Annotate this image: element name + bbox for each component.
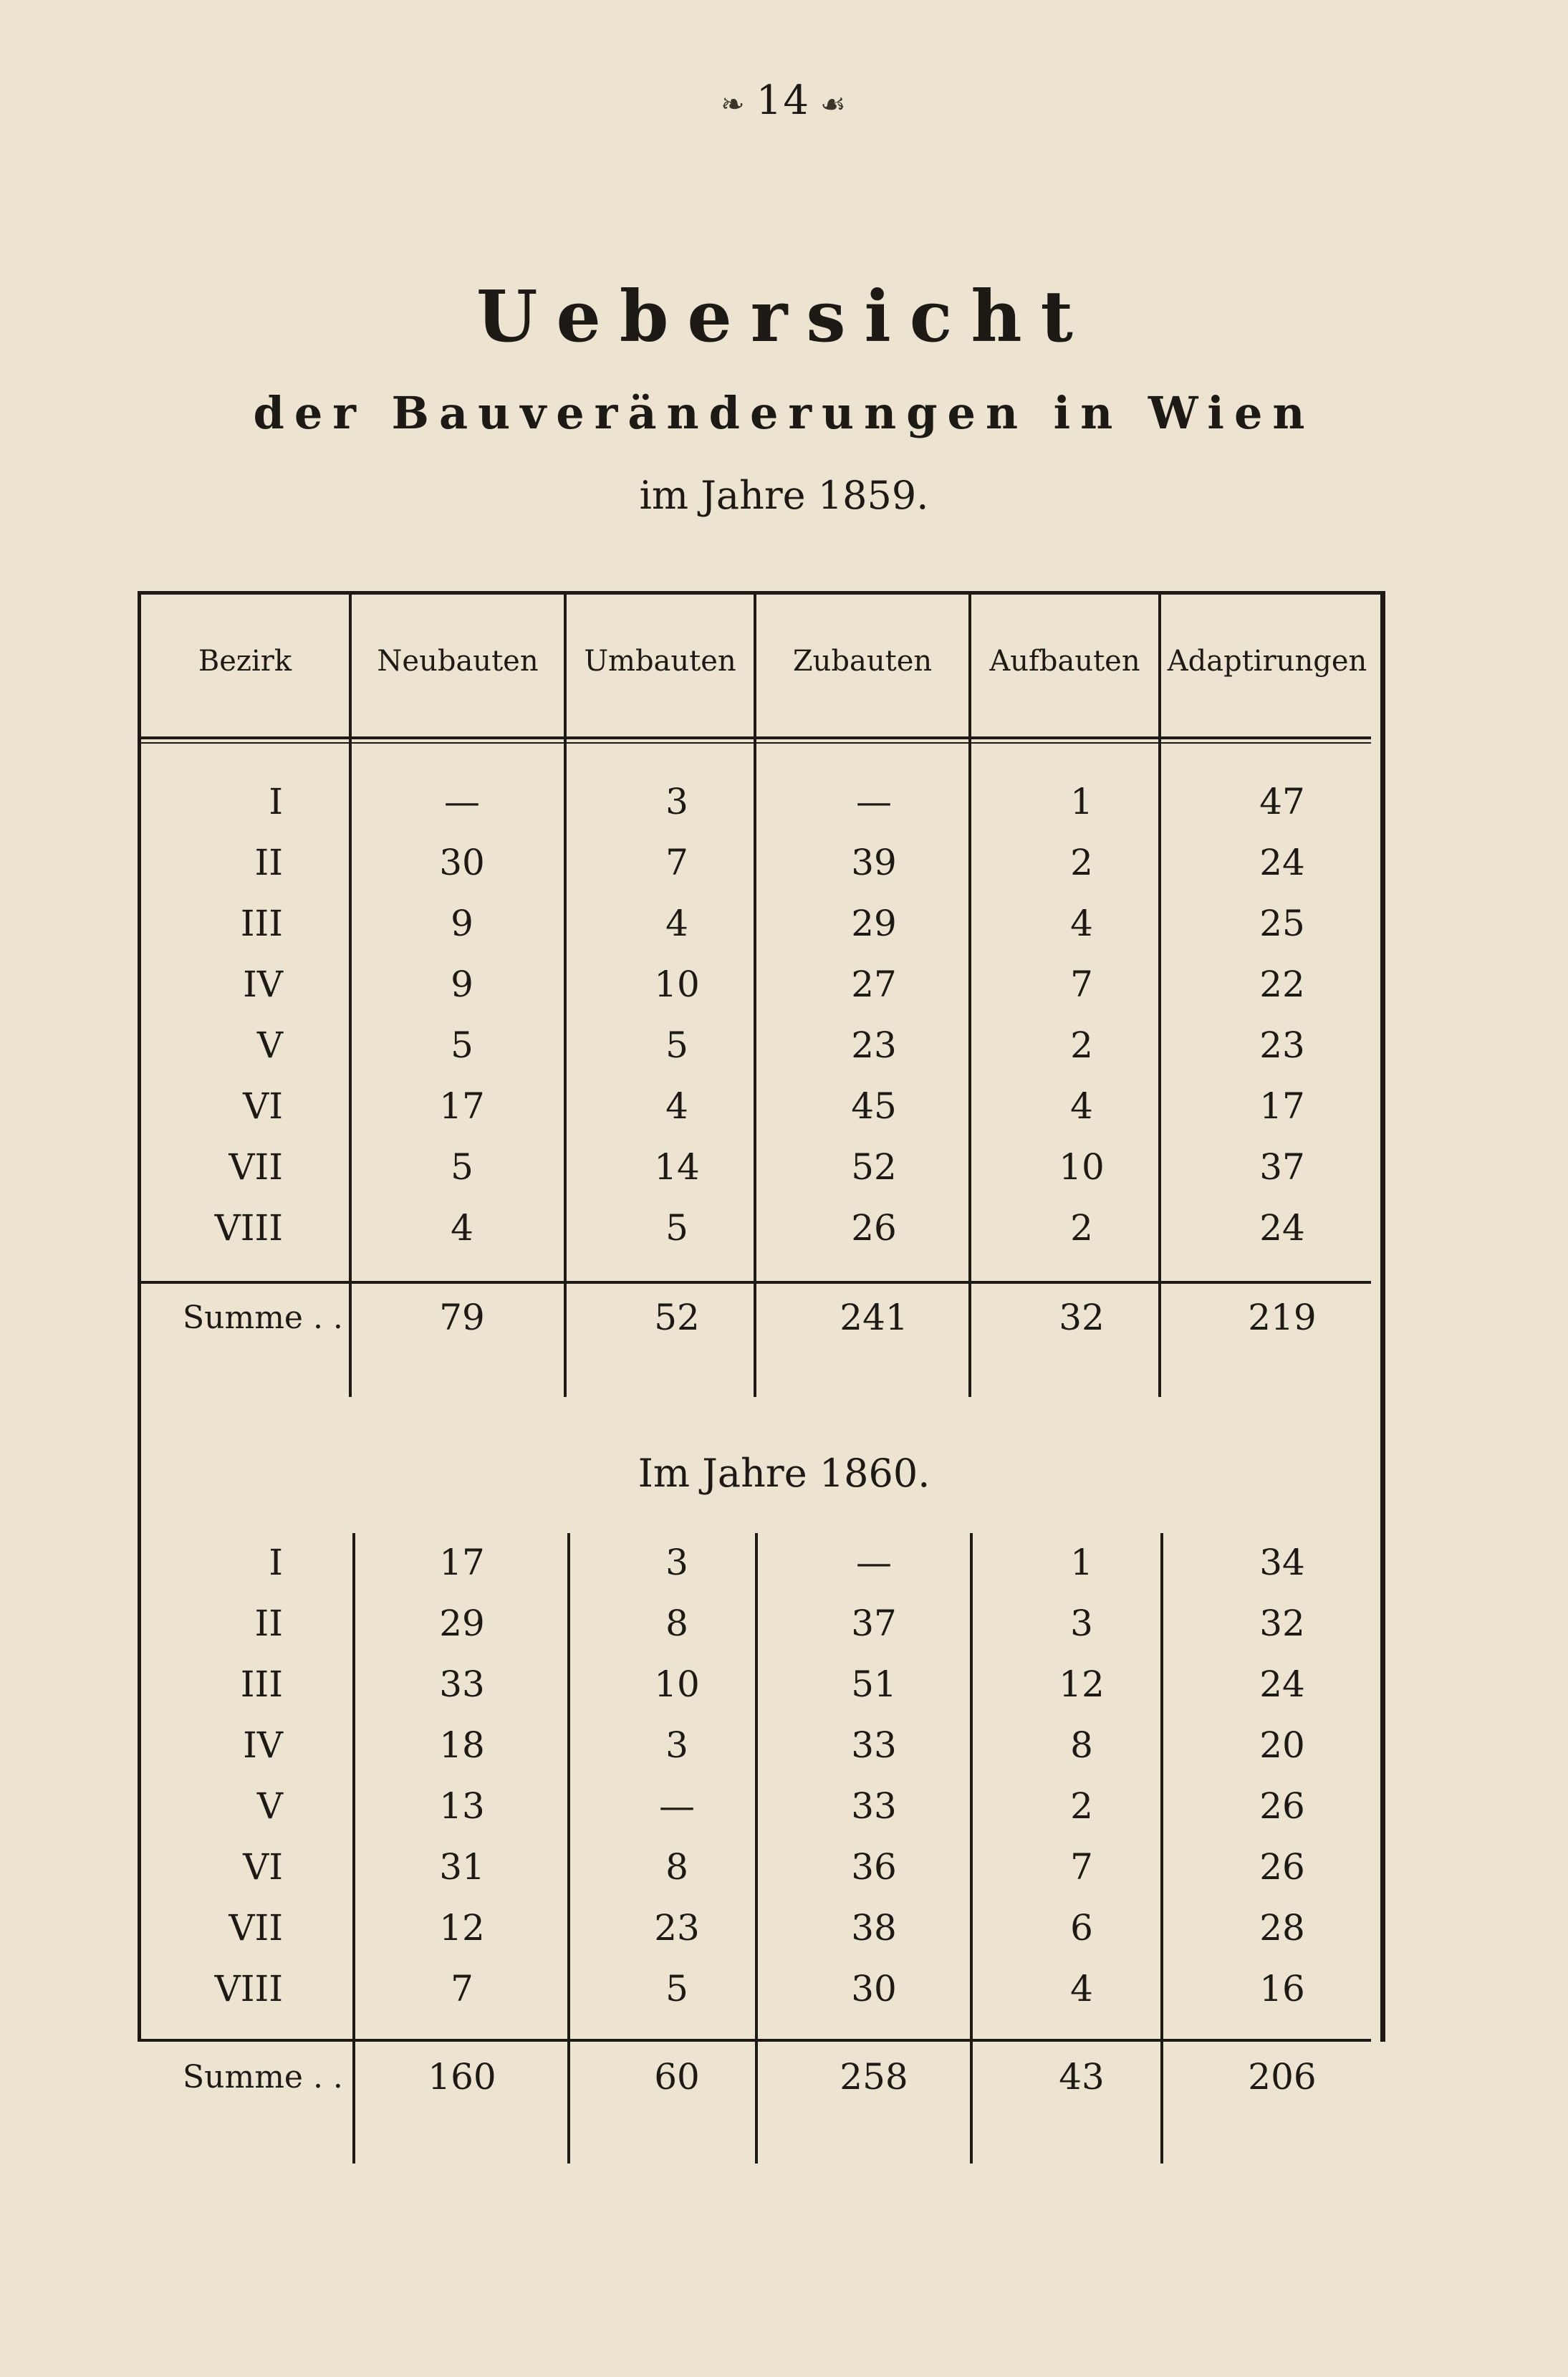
- row-bezirk: II: [254, 1603, 283, 1644]
- cell-umbauten: 23: [654, 1907, 700, 1949]
- ornament-left-icon: ❧: [721, 88, 746, 121]
- cell-neubauten: 31: [439, 1846, 485, 1888]
- cell-aufbauten: 6: [1070, 1907, 1093, 1949]
- cell-neubauten: 9: [451, 903, 473, 944]
- cell-umbauten: 7: [665, 842, 688, 883]
- cell-zubauten: 37: [851, 1603, 897, 1644]
- cell-zubauten: 23: [851, 1024, 897, 1066]
- cell-adaptirungen: 25: [1259, 903, 1305, 944]
- summe-aufbauten: 43: [1059, 2056, 1105, 2098]
- cell-neubauten: 17: [439, 1542, 485, 1583]
- col-rule: [349, 595, 352, 1397]
- cell-zubauten: 36: [851, 1846, 897, 1888]
- row-bezirk: IV: [243, 964, 283, 1005]
- cell-aufbauten: 4: [1070, 1085, 1093, 1127]
- cell-neubauten: 7: [451, 1968, 473, 2009]
- cell-neubauten: 29: [439, 1603, 485, 1644]
- cell-zubauten: 26: [851, 1207, 897, 1249]
- cell-aufbauten: 2: [1070, 842, 1093, 883]
- cell-neubauten: 13: [439, 1785, 485, 1827]
- summe-neubauten: 79: [439, 1297, 485, 1338]
- row-bezirk: II: [254, 842, 283, 883]
- row-bezirk: IV: [243, 1724, 283, 1766]
- cell-aufbauten: 10: [1059, 1146, 1105, 1188]
- cell-umbauten: 8: [665, 1846, 688, 1888]
- cell-zubauten: 33: [851, 1724, 897, 1766]
- header-bezirk: Bezirk: [198, 645, 292, 678]
- row-bezirk: III: [240, 1663, 283, 1705]
- header-adaptirungen: Adaptirungen: [1167, 645, 1367, 678]
- cell-umbauten: 3: [665, 1542, 688, 1583]
- year-1859-caption: im Jahre 1859.: [639, 473, 929, 518]
- cell-aufbauten: 4: [1070, 903, 1093, 944]
- col-rule: [564, 595, 567, 1397]
- col-rule: [352, 1533, 355, 2164]
- ornament-right-icon: ☙: [819, 88, 847, 121]
- cell-neubauten: 5: [451, 1146, 473, 1188]
- cell-aufbauten: 7: [1070, 1846, 1093, 1888]
- row-bezirk: VIII: [214, 1207, 283, 1249]
- header-aufbauten: Aufbauten: [989, 645, 1140, 678]
- row-bezirk: VIII: [214, 1968, 283, 2009]
- row-bezirk: VI: [243, 1846, 283, 1888]
- cell-umbauten: 10: [654, 1663, 700, 1705]
- cell-zubauten: 27: [851, 964, 897, 1005]
- cell-adaptirungen: 20: [1259, 1724, 1305, 1766]
- cell-zubauten: 30: [851, 1968, 897, 2009]
- cell-adaptirungen: 24: [1259, 842, 1305, 883]
- summe-adaptirungen: 206: [1248, 2056, 1317, 2098]
- cell-umbauten: 3: [665, 1724, 688, 1766]
- row-bezirk: VII: [229, 1146, 283, 1188]
- cell-adaptirungen: 24: [1259, 1663, 1305, 1705]
- page-number: ❧ 14 ☙: [721, 77, 847, 124]
- cell-adaptirungen: 26: [1259, 1785, 1305, 1827]
- cell-neubauten: 4: [451, 1207, 473, 1249]
- row-bezirk: VII: [229, 1907, 283, 1949]
- cell-aufbauten: 4: [1070, 1968, 1093, 2009]
- cell-adaptirungen: 47: [1259, 781, 1305, 822]
- col-rule: [968, 595, 971, 1397]
- header-umbauten: Umbauten: [584, 645, 736, 678]
- summe-zubauten: 241: [840, 1297, 908, 1338]
- year-1860-caption: Im Jahre 1860.: [638, 1451, 930, 1496]
- cell-adaptirungen: 17: [1259, 1085, 1305, 1127]
- cell-umbauten: 5: [665, 1207, 688, 1249]
- cell-adaptirungen: 26: [1259, 1846, 1305, 1888]
- cell-adaptirungen: 24: [1259, 1207, 1305, 1249]
- cell-neubauten: 18: [439, 1724, 485, 1766]
- cell-umbauten: 8: [665, 1603, 688, 1644]
- cell-zubauten: —: [856, 1542, 892, 1583]
- col-rule: [754, 595, 756, 1397]
- cell-umbauten: 5: [665, 1968, 688, 2009]
- col-rule: [755, 1533, 758, 2164]
- summe-aufbauten: 32: [1059, 1297, 1105, 1338]
- cell-aufbauten: 2: [1070, 1207, 1093, 1249]
- cell-neubauten: 30: [439, 842, 485, 883]
- header-zubauten: Zubauten: [792, 645, 933, 678]
- summe-label: Summe . .: [183, 2059, 343, 2095]
- cell-zubauten: 38: [851, 1907, 897, 1949]
- row-bezirk: VI: [243, 1085, 283, 1127]
- row-bezirk: V: [256, 1785, 283, 1827]
- cell-adaptirungen: 34: [1259, 1542, 1305, 1583]
- cell-adaptirungen: 32: [1259, 1603, 1305, 1644]
- cell-aufbauten: 2: [1070, 1785, 1093, 1827]
- col-rule: [1158, 595, 1161, 1397]
- row-bezirk: I: [269, 1542, 283, 1583]
- summe-adaptirungen: 219: [1248, 1297, 1317, 1338]
- row-bezirk: III: [240, 903, 283, 944]
- summe-neubauten: 160: [428, 2056, 496, 2098]
- page-subtitle: der Bauveränderungen in Wien: [253, 387, 1315, 439]
- cell-adaptirungen: 37: [1259, 1146, 1305, 1188]
- cell-adaptirungen: 22: [1259, 964, 1305, 1005]
- cell-zubauten: 51: [851, 1663, 897, 1705]
- cell-zubauten: —: [856, 781, 892, 822]
- summe-zubauten: 258: [840, 2056, 908, 2098]
- cell-adaptirungen: 23: [1259, 1024, 1305, 1066]
- cell-adaptirungen: 16: [1259, 1968, 1305, 2009]
- summe-label: Summe . .: [183, 1300, 343, 1336]
- cell-zubauten: 33: [851, 1785, 897, 1827]
- page-title: Uebersicht: [476, 276, 1092, 358]
- cell-zubauten: 52: [851, 1146, 897, 1188]
- row-bezirk: I: [269, 781, 283, 822]
- cell-zubauten: 45: [851, 1085, 897, 1127]
- cell-neubauten: —: [444, 781, 480, 822]
- cell-neubauten: 33: [439, 1663, 485, 1705]
- cell-umbauten: 4: [665, 1085, 688, 1127]
- cell-aufbauten: 3: [1070, 1603, 1093, 1644]
- cell-zubauten: 29: [851, 903, 897, 944]
- cell-zubauten: 39: [851, 842, 897, 883]
- cell-aufbauten: 8: [1070, 1724, 1093, 1766]
- cell-umbauten: 14: [654, 1146, 700, 1188]
- cell-umbauten: 4: [665, 903, 688, 944]
- cell-aufbauten: 1: [1070, 781, 1093, 822]
- cell-neubauten: 9: [451, 964, 473, 1005]
- cell-aufbauten: 1: [1070, 1542, 1093, 1583]
- summe-rule-1860: [138, 2039, 1371, 2042]
- cell-neubauten: 12: [439, 1907, 485, 1949]
- cell-adaptirungen: 28: [1259, 1907, 1305, 1949]
- col-rule: [970, 1533, 973, 2164]
- cell-aufbauten: 12: [1059, 1663, 1105, 1705]
- col-rule: [1160, 1533, 1163, 2164]
- cell-neubauten: 17: [439, 1085, 485, 1127]
- cell-neubauten: 5: [451, 1024, 473, 1066]
- row-bezirk: V: [256, 1024, 283, 1066]
- summe-umbauten: 52: [654, 1297, 700, 1338]
- cell-aufbauten: 7: [1070, 964, 1093, 1005]
- cell-umbauten: —: [659, 1785, 695, 1827]
- cell-aufbauten: 2: [1070, 1024, 1093, 1066]
- col-rule: [567, 1533, 570, 2164]
- header-neubauten: Neubauten: [377, 645, 539, 678]
- cell-umbauten: 5: [665, 1024, 688, 1066]
- cell-umbauten: 10: [654, 964, 700, 1005]
- summe-umbauten: 60: [654, 2056, 700, 2098]
- cell-umbauten: 3: [665, 781, 688, 822]
